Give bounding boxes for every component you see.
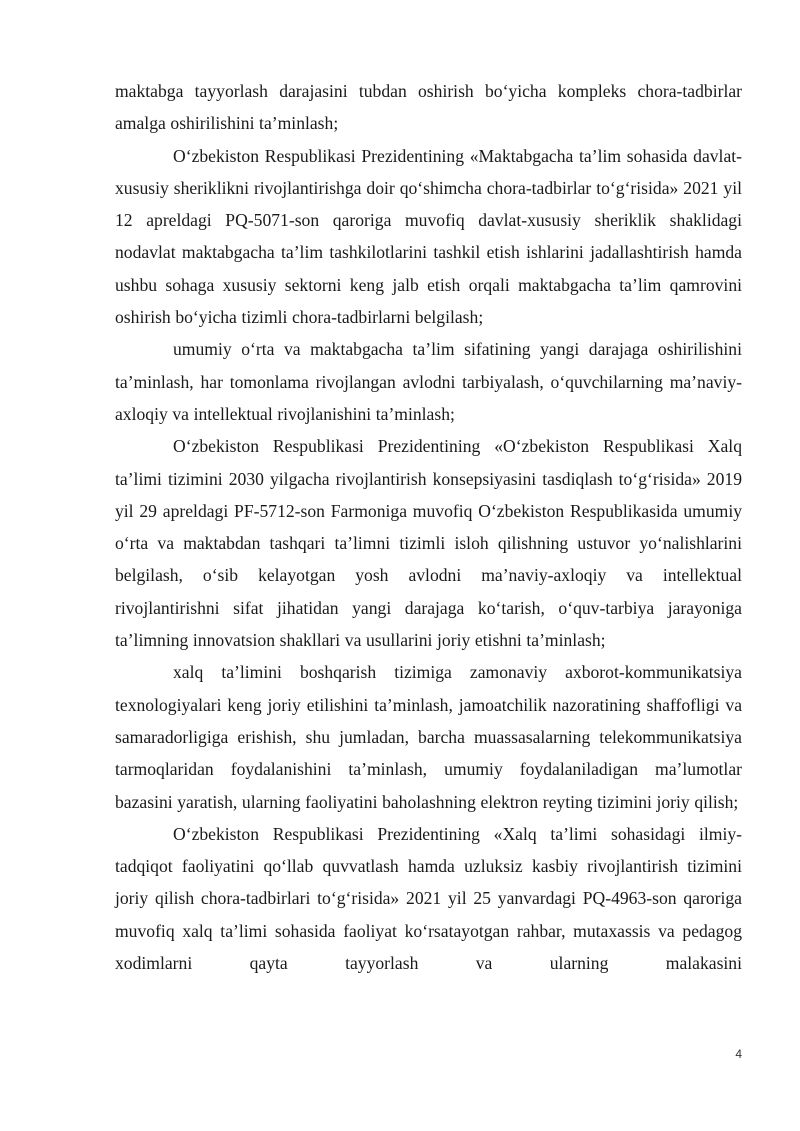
paragraph-1: maktabga tayyorlash darajasini tubdan oshirish bo‘yicha kompleks chora-tadbirlar amalga oshirilishini ta’minlash;	[115, 81, 742, 134]
paragraph-3: umumiy o‘rta va maktabgacha ta’lim sifatining yangi darajaga oshirilishini ta’minlash, har tomonlama rivojlangan avlodni tarbiyalash, o‘quvchilarning ma’naviy-axloqiy va intellektual rivojlanishini ta’minlash;	[115, 339, 742, 424]
page-number: 4	[735, 1047, 742, 1061]
paragraph-6: O‘zbekiston Respublikasi Prezidentining «Xalq ta’limi sohasidagi ilmiy-tadqiqot faoliyatini qo‘llab quvvatlash hamda uzluksiz kasbiy rivojlantirish tizimini joriy qilish chora-tadbirlari to‘g‘risida» 2021 yil 25 yanvardagi PQ-4963-son qaroriga muvofiq xalq ta’limi sohasida faoliyat ko‘rsatayotgan rahbar, mutaxassis va pedagog xodimlarni qayta tayyorlash va ularning malakasini	[115, 823, 742, 974]
paragraph-5: xalq ta’limini boshqarish tizimiga zamonaviy axborot-kommunikatsiya texnologiyalari keng joriy etilishini ta’minlash, jamoatchilik nazoratining shaffofligi va samaradorligiga erishish, shu jumladan, barcha muassasalarning telekommunikatsiya tarmoqlaridan foydalanishini ta’minlash, umumiy foydalaniladigan ma’lumotlar bazasini yaratish, ularning faoliyatini baholashning elektron reyting tizimini joriy qilish;	[115, 662, 742, 812]
document-body	[115, 75, 742, 979]
paragraph-2: O‘zbekiston Respublikasi Prezidentining «Maktabgacha ta’lim sohasida davlat-xususiy sheriklikni rivojlantirishga doir qo‘shimcha chora-tadbirlar to‘g‘risida» 2021 yil 12 apreldagi PQ-5071-son qaroriga muvofiq davlat-xususiy sheriklik shaklidagi nodavlat maktabgacha ta’lim tashkilotlarini tashkil etish ishlarini jadallashtirish hamda ushbu sohaga xususiy sektorni keng jalb etish orqali maktabgacha ta’lim qamrovini oshirish bo‘yicha tizimli chora-tadbirlarni belgilash;	[115, 145, 742, 328]
paragraph-4: O‘zbekiston Respublikasi Prezidentining «O‘zbekiston Respublikasi Xalq ta’limi tizimini 2030 yilgacha rivojlantirish konsepsiyasini tasdiqlash to‘g‘risida» 2019 yil 29 apreldagi PF-5712-son Farmoniga muvofiq O‘zbekiston Respublikasida umumiy o‘rta va maktabdan tashqari ta’limni tizimli isloh qilishning ustuvor yo‘nalishlarini belgilash, o‘sib kelayotgan yosh avlodni ma’naviy-axloqiy va intellektual rivojlantirishni sifat jihatidan yangi darajaga ko‘tarish, o‘quv-tarbiya jarayoniga ta’limning innovatsion shakllari va usullarini joriy etishni ta’minlash;	[115, 436, 742, 651]
